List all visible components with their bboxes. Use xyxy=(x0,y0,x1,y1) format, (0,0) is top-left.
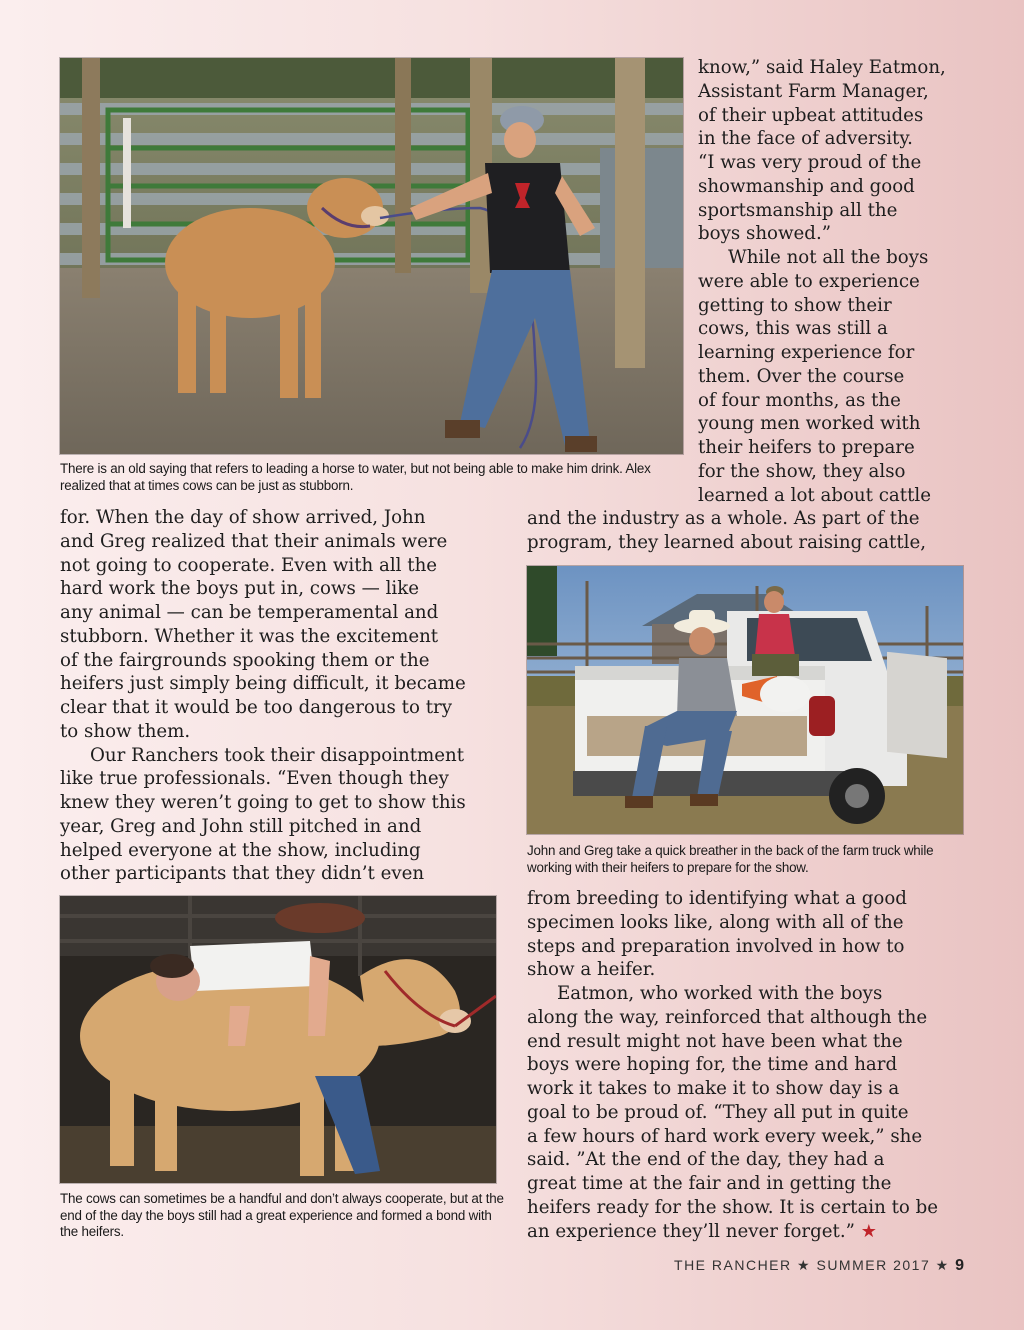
page-footer xyxy=(674,1257,964,1275)
photo-boy-hugging-heifer-image xyxy=(60,896,496,1183)
footer-star-icon: ★ xyxy=(797,1257,812,1273)
text-line: goal to be proud of. “They all put in quite xyxy=(527,1101,909,1123)
text-line: and Greg realized that their animals were xyxy=(60,530,448,552)
photo-boys-in-truck-caption: John and Greg take a quick breather in the back of the farm truck while working with their heifers to prepare for the show. xyxy=(527,843,934,875)
page-number: 9 xyxy=(955,1257,964,1274)
text-line: for the show, they also xyxy=(698,460,906,482)
text-line: were able to experience xyxy=(698,270,920,292)
text-line: heifers just simply being difficult, it became xyxy=(60,673,466,695)
text-line: specimen looks like, along with all of the xyxy=(527,911,904,933)
text-line: steps and preparation involved in how to xyxy=(527,935,905,957)
text-line: in the face of adversity. xyxy=(698,128,913,150)
text-line: and the industry as a whole. As part of the xyxy=(527,508,920,529)
text-line: stubborn. Whether it was the excitement xyxy=(60,625,439,647)
text-line: boys showed.” xyxy=(698,223,832,245)
text-line: getting to show their xyxy=(698,294,892,316)
text-line: said. ”At the end of the day, they had a xyxy=(527,1149,885,1171)
text-line: other participants that they didn’t even xyxy=(60,863,425,885)
text-line: year, Greg and John still pitched in and xyxy=(60,815,422,837)
text-line: knew they weren’t going to get to show this xyxy=(60,792,466,813)
text-line: of their upbeat attitudes xyxy=(698,104,924,126)
photo-boys-in-truck-image xyxy=(527,566,963,834)
text-line: show a heifer. xyxy=(527,959,656,981)
text-line: a few hours of hard work every week,” she xyxy=(527,1125,923,1147)
text-line: of the fairgrounds spooking them or the xyxy=(60,649,430,671)
issue-label: SUMMER 2017 xyxy=(816,1257,931,1273)
text-line: clear that it would be too dangerous to try xyxy=(60,697,452,718)
text-line: know,” said Haley Eatmon, xyxy=(698,57,946,78)
text-line: boys were hoping for, the time and hard xyxy=(527,1054,898,1076)
text-line: great time at the fair and in getting the xyxy=(527,1173,892,1194)
text-line: learned a lot about cattle xyxy=(698,484,931,506)
text-line: for. When the day of show arrived, John xyxy=(60,507,426,528)
text-line: sportsmanship all the xyxy=(698,199,898,221)
text-line: along the way, reinforced that although the xyxy=(527,1006,928,1028)
photo-boy-leading-calf-caption: There is an old saying that refers to leading a horse to water, but not being able to make him drink. Alex realized that at times cows can be just as stubborn. xyxy=(60,461,651,493)
article-column-left xyxy=(60,506,466,886)
text-line: from breeding to identifying what a good xyxy=(527,888,907,909)
text-line: end result might not have been what the xyxy=(527,1030,903,1052)
text-line: like true professionals. “Even though they xyxy=(60,768,449,790)
photo-boy-leading-calf-image xyxy=(60,58,683,454)
end-star-icon: ★ xyxy=(860,1220,878,1242)
text-line: to show them. xyxy=(60,720,191,742)
article-column-right-bottom xyxy=(527,887,938,1243)
article-column-right-mid xyxy=(527,507,926,555)
text-line: learning experience for xyxy=(698,342,915,363)
text-line: any animal — can be temperamental and xyxy=(60,602,439,623)
text-line: work it takes to make it to show day is a xyxy=(527,1078,900,1099)
text-line: young men worked with xyxy=(698,413,921,435)
photo-boys-in-truck xyxy=(527,566,963,834)
footer-star-icon: ★ xyxy=(935,1257,950,1273)
text-line: Assistant Farm Manager, xyxy=(698,80,929,102)
text-line: hard work the boys put in, cows — like xyxy=(60,578,419,600)
text-line: them. Over the course xyxy=(698,365,905,387)
text-line: showmanship and good xyxy=(698,175,915,197)
text-line: of four months, as the xyxy=(698,389,901,411)
text-line: not going to cooperate. Even with all the xyxy=(60,554,438,576)
text-line-last xyxy=(527,1220,938,1244)
photo-boy-hugging-heifer-caption: The cows can sometimes be a handful and don’t always cooperate, but at the end of the day the boys still had a great experience and formed a bond with the heifers. xyxy=(60,1191,504,1239)
photo-boy-leading-calf xyxy=(60,58,683,454)
text-line: cows, this was still a xyxy=(698,318,888,340)
text-line: Eatmon, who worked with the boys xyxy=(557,983,883,1004)
photo-boy-hugging-heifer xyxy=(60,896,496,1183)
text-line: helped everyone at the show, including xyxy=(60,839,421,861)
article-column-right-top xyxy=(698,56,946,507)
text-line: an experience they’ll never forget.” xyxy=(527,1220,855,1242)
text-line: heifers ready for the show. It is certain to be xyxy=(527,1196,939,1218)
text-line: their heifers to prepare xyxy=(698,437,915,458)
text-line: Our Ranchers took their disappointment xyxy=(90,744,465,766)
text-line: “I was very proud of the xyxy=(698,152,922,173)
publication-name: THE RANCHER xyxy=(674,1257,792,1273)
text-line: While not all the boys xyxy=(728,247,929,268)
text-line: program, they learned about raising cattle, xyxy=(527,531,927,553)
